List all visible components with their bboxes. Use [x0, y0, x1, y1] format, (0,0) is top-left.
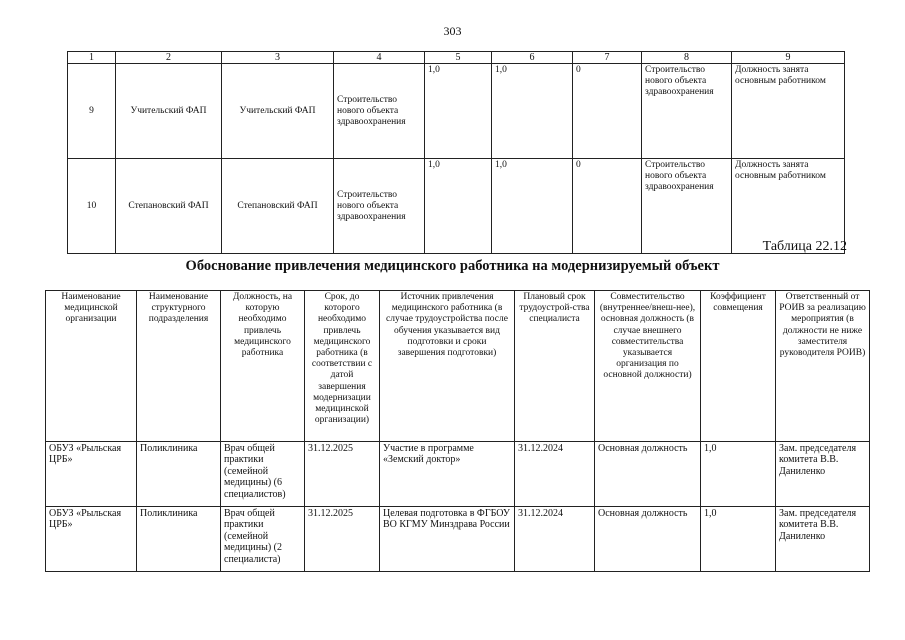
- value-cell: 1,0: [425, 159, 492, 254]
- coefficient: 1,0: [701, 442, 776, 507]
- table-row: [46, 442, 870, 507]
- table-header-row: [46, 291, 870, 442]
- recruitment-source: Целевая подготовка в ФГБОУ ВО КГМУ Минздрава России: [380, 507, 515, 572]
- position-status: Должность занята основным работником: [732, 64, 845, 159]
- column-number: 9: [732, 52, 845, 64]
- column-header: Источник привлечения медицинского работника (в случае трудоустройства после обучения указывается вид подготовки и сроки завершения подготовки): [380, 291, 515, 442]
- table-row: [46, 507, 870, 572]
- employment-type: Основная должность: [595, 507, 701, 572]
- page-number: 303: [443, 24, 462, 38]
- column-number: 4: [334, 52, 425, 64]
- value-cell: 0: [573, 159, 642, 254]
- action-type: Строительство нового объекта здравоохранения: [334, 64, 425, 159]
- responsible-person: Зам. председателя комитета В.В. Даниленко: [776, 442, 870, 507]
- column-header: Ответственный от РОИВ за реализацию мероприятия (в должности не ниже заместителя руководителя РОИВ): [776, 291, 870, 442]
- subdivision-name: Степановский ФАП: [222, 159, 334, 254]
- row-number: 9: [68, 64, 116, 159]
- position-name: Врач общей практики (семейной медицины) (2 специалиста): [221, 507, 305, 572]
- column-header: Наименование медицинской организации: [46, 291, 137, 442]
- coefficient: 1,0: [701, 507, 776, 572]
- column-number: 3: [222, 52, 334, 64]
- table-row: [68, 64, 845, 159]
- table-caption: Таблица 22.12: [762, 239, 847, 254]
- facilities-table: [67, 51, 845, 254]
- action-type: Строительство нового объекта здравоохранения: [642, 159, 732, 254]
- column-number: 1: [68, 52, 116, 64]
- position-status: Должность занята основным работником: [732, 159, 845, 254]
- table-header-row: [68, 52, 845, 64]
- organization-name: ОБУЗ «Рыльская ЦРБ»: [46, 442, 137, 507]
- column-number: 5: [425, 52, 492, 64]
- column-number: 6: [492, 52, 573, 64]
- position-name: Врач общей практики (семейной медицины) (6 специалистов): [221, 442, 305, 507]
- column-header: Плановый срок трудоустрой-ства специалиста: [515, 291, 595, 442]
- staffing-table: [45, 290, 870, 572]
- recruitment-source: Участие в программе «Земский доктор»: [380, 442, 515, 507]
- column-number: 2: [116, 52, 222, 64]
- table-row: [68, 159, 845, 254]
- column-header: Должность, на которую необходимо привлечь медицинского работника: [221, 291, 305, 442]
- action-type: Строительство нового объекта здравоохранения: [642, 64, 732, 159]
- responsible-person: Зам. председателя комитета В.В. Даниленко: [776, 507, 870, 572]
- organization-name: Степановский ФАП: [116, 159, 222, 254]
- value-cell: 1,0: [492, 64, 573, 159]
- subdivision-name: Учительский ФАП: [222, 64, 334, 159]
- column-number: 8: [642, 52, 732, 64]
- value-cell: 0: [573, 64, 642, 159]
- deadline-date: 31.12.2025: [305, 442, 380, 507]
- column-header: Совместительство (внутреннее/внеш-нее), основная должность (в случае внешнего совместительства указывается организация по основной должности): [595, 291, 701, 442]
- deadline-date: 31.12.2025: [305, 507, 380, 572]
- column-number: 7: [573, 52, 642, 64]
- action-type: Строительство нового объекта здравоохранения: [334, 159, 425, 254]
- organization-name: ОБУЗ «Рыльская ЦРБ»: [46, 507, 137, 572]
- subdivision-name: Поликлиника: [137, 507, 221, 572]
- organization-name: Учительский ФАП: [116, 64, 222, 159]
- column-header: Коэффициент совмещения: [701, 291, 776, 442]
- value-cell: 1,0: [425, 64, 492, 159]
- employment-type: Основная должность: [595, 442, 701, 507]
- table-title: Обоснование привлечения медицинского работника на модернизируемый объект: [185, 258, 720, 274]
- planned-date: 31.12.2024: [515, 507, 595, 572]
- row-number: 10: [68, 159, 116, 254]
- column-header: Срок, до которого необходимо привлечь медицинского работника (в соответствии с датой завершения модернизации медицинской организации): [305, 291, 380, 442]
- subdivision-name: Поликлиника: [137, 442, 221, 507]
- value-cell: 1,0: [492, 159, 573, 254]
- column-header: Наименование структурного подразделения: [137, 291, 221, 442]
- planned-date: 31.12.2024: [515, 442, 595, 507]
